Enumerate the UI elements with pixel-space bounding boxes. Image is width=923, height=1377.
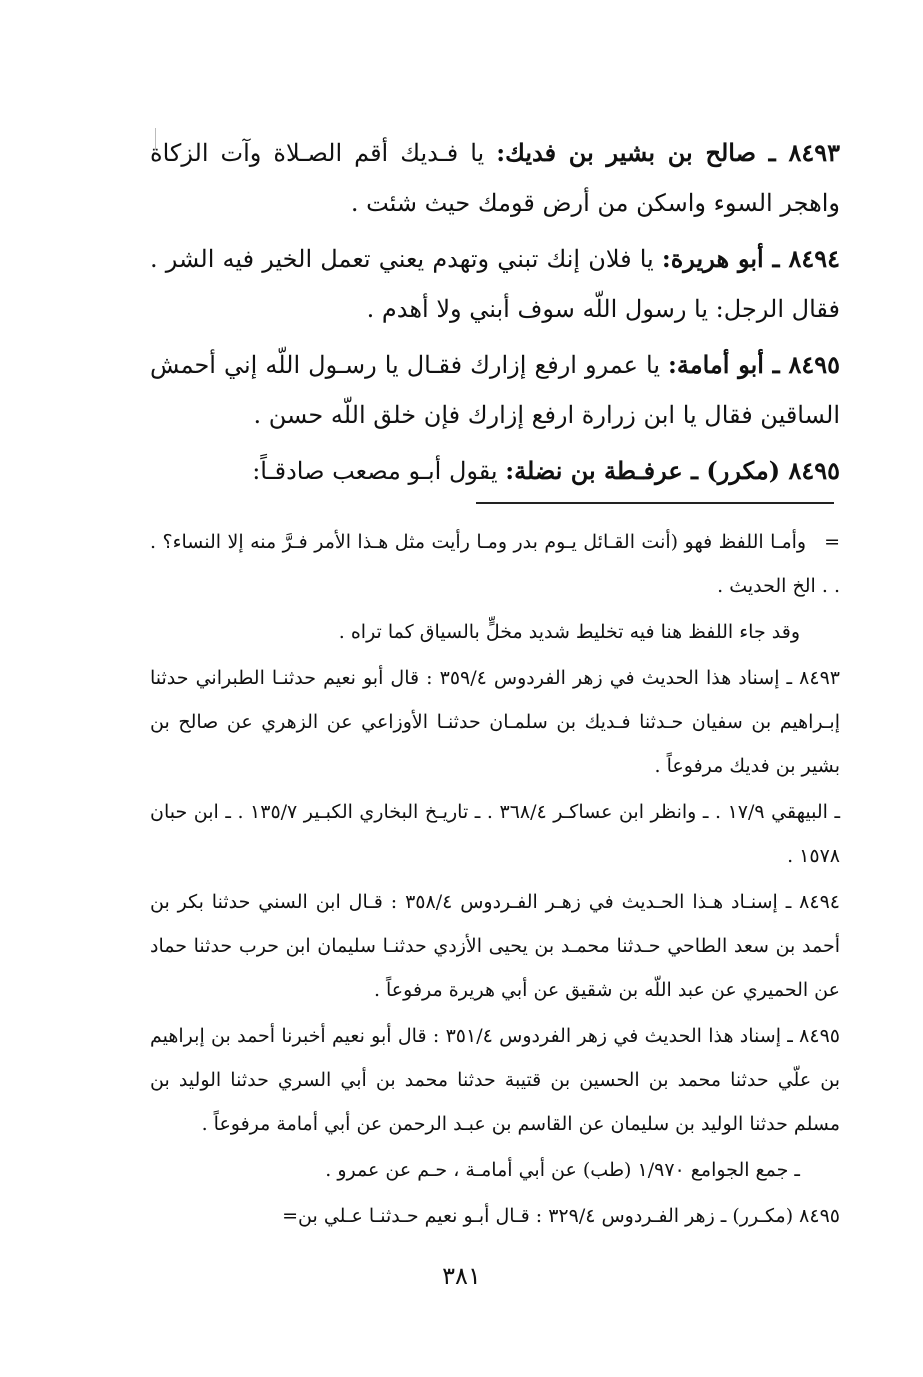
continuation-mark: =	[824, 531, 840, 553]
footnote-8495-repeat	[150, 1194, 840, 1238]
footnote-text: ٨٤٩٥ ـ إسناد هذا الحديث في زهر الفردوس ٣٥١/٤ : قال أبو نعيم أخبرنا أحمد بن إبراهيم بن علّي حدثنا محمد بن الحسين بن قتيبة حدثنا محمد بن أبي السري حدثنا الوليد بن مسلم حدثنا الوليد بن سليمان عن القاسم بن عبـد الرحمن عن أبي أمامة مرفوعاً .	[150, 1025, 840, 1135]
footnote-8493-refs	[150, 790, 840, 878]
footnote-text: وأمـا اللفظ فهو (أنت القـائل يـوم بدر ومـا رأيت مثل هـذا الأمر فـرَّ منه إلا النساء؟ . . . الخ الحديث .	[150, 531, 840, 597]
entry-text: يقول أبـو مصعب صادقـاً:	[252, 457, 506, 485]
hadith-entry-8494	[150, 234, 840, 334]
footnote-text: ٨٤٩٣ ـ إسناد هذا الحديث في زهر الفردوس ٣٥٩/٤ : قال أبو نعيم حدثنـا الطبراني حدثنا إبـراهيم بن سفيان حـدثنا فـديك بن سلمـان حدثنـا الأوزاعي عن الزهري عن صالح بن بشير بن فديك مرفوعاً .	[150, 667, 840, 777]
hadith-entry-8495	[150, 340, 840, 440]
entry-text: يا فلان إنك تبني وتهدم يعني تعمل الخير فيه الشر . فقال الرجل: يا رسول اللّه سوف أبني ولا أهدم .	[150, 245, 840, 323]
entry-heading: ٨٤٩٣ ـ صالح بن بشير بن فديك:	[496, 138, 840, 167]
footnotes	[150, 520, 840, 1240]
footnote-text: وقد جاء اللفظ هنا فيه تخليط شديد مخلٍّ بالسياق كما تراه .	[338, 621, 800, 643]
footnote-8494	[150, 880, 840, 1012]
entry-heading: ٨٤٩٥ (مكرر) ـ عرفـطة بن نضلة:	[505, 456, 840, 485]
footnote-text: ـ جمع الجوامع ١/٩٧٠ (طب) عن أبي أمامـة ، حـم عن عمرو .	[325, 1159, 800, 1181]
footnote-8493	[150, 656, 840, 788]
entry-text: يا عمرو ارفع إزارك فقـال يا رسـول اللّه إني أحمش الساقين فقال يا ابن زرارة ارفع إزارك فإن خلق اللّه حسن .	[150, 351, 840, 429]
footnote-separator	[476, 502, 834, 504]
footnote-text: ٨٤٩٥ (مكـرر) ـ زهر الفـردوس ٣٢٩/٤ : قـال أبـو نعيم حـدثنـا عـلي بن=	[282, 1205, 840, 1227]
footnote-continuation	[150, 520, 840, 608]
footnote-text: ٨٤٩٤ ـ إسنـاد هـذا الحـديث في زهـر الفـردوس ٣٥٨/٤ : قـال ابن السني حدثنا بكر بن أحمد بن سعد الطاحي حـدثنا محمـد بن يحيى الأزدي حدثنـا سليمان ابن حرب حدثنا حماد عن الحميري عن عبد اللّه بن شقيق عن أبي هريرة مرفوعاً .	[150, 891, 840, 1001]
footnote-remark	[150, 610, 840, 654]
hadith-entry-8495-repeat	[150, 446, 840, 496]
hadith-entry-8493	[150, 128, 840, 228]
footnote-8495	[150, 1014, 840, 1146]
main-text	[150, 128, 840, 502]
footnote-8495-refs	[150, 1148, 840, 1192]
footnote-text: ـ البيهقي ١٧/٩ . ـ وانظر ابن عساكـر ٣٦٨/٤ . ـ تاريـخ البخاري الكبـير ١٣٥/٧ . ـ ابن حبان ١٥٧٨ .	[150, 801, 841, 867]
entry-heading: ٨٤٩٥ ـ أبو أمامة:	[668, 350, 841, 379]
page-number: ٣٨١	[442, 1262, 481, 1290]
entry-text: يا فـديك أقم الصـلاة وآت الزكاة واهجر السوء واسكن من أرض قومك حيث شئت .	[150, 139, 840, 217]
entry-heading: ٨٤٩٤ ـ أبو هريرة:	[661, 244, 840, 273]
